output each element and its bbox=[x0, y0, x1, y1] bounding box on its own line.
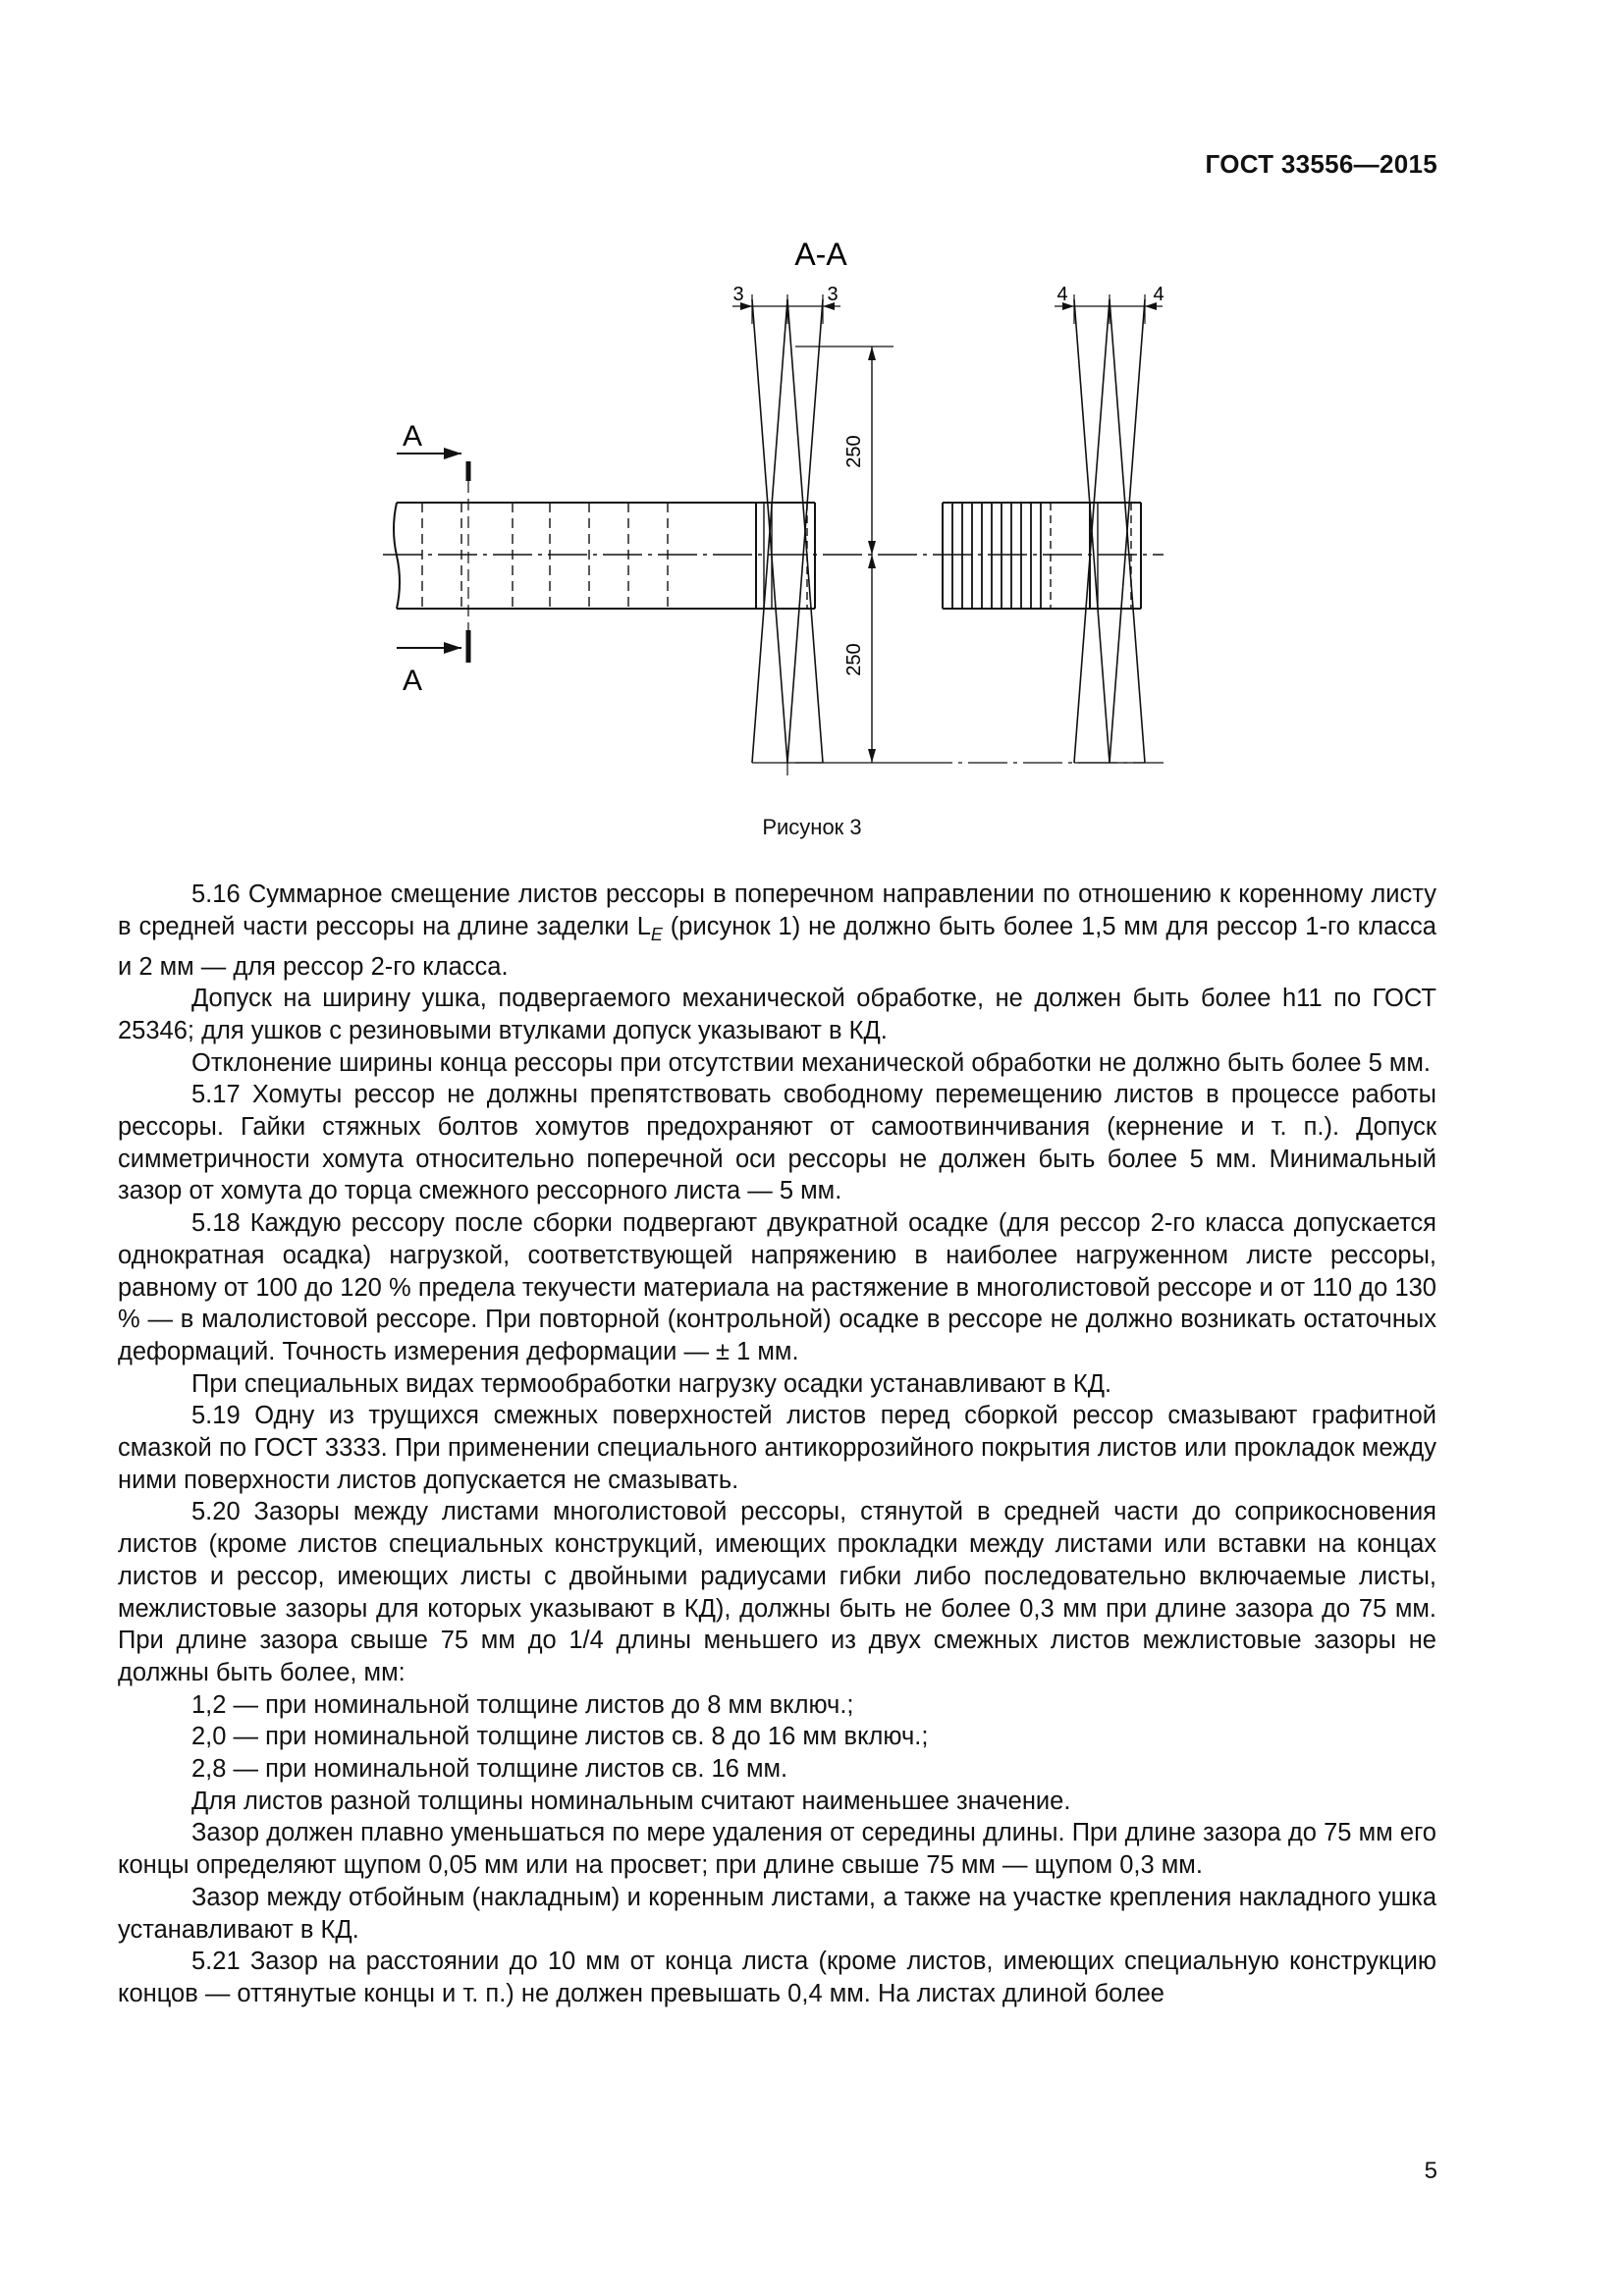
document-header: ГОСТ 33556—2015 bbox=[1205, 149, 1437, 179]
paragraph: Отклонение ширины конца рессоры при отсутствии механической обработки не должно быть более 5 мм. bbox=[191, 1048, 1431, 1077]
dim-left-b: 3 bbox=[827, 284, 839, 305]
dim-right-b: 4 bbox=[1153, 284, 1164, 305]
list-item: 1,2 — при номинальной толщине листов до 8 мм включ.; bbox=[191, 1690, 854, 1719]
subscript: E bbox=[650, 924, 663, 944]
paragraph: При специальных видах термообработки нагрузку осадки устанавливают в КД. bbox=[191, 1369, 1112, 1398]
dim-lower-length: 250 bbox=[843, 643, 865, 676]
paragraph: 5.17 Хомуты рессор не должны препятствовать свободному перемещению листов в процессе работы рессоры. Гайки стяжных болтов хомутов предохраняют от самоотвинчивания (кернение и т. п.). Допуск симметричности хомута относительно поперечной оси рессоры не должен быть более 5 мм. Минимальный зазор от хомута до торца смежного рессорного листа — 5 мм. bbox=[118, 1081, 1436, 1205]
paragraph: 5.21 Зазор на расстоянии до 10 мм от конца листа (кроме листов, имеющих специальную конструкцию концов — оттянутые концы и т. п.) не должен превышать 0,4 мм. На листах длиной более bbox=[118, 1948, 1436, 2007]
figure-3 bbox=[0, 216, 1624, 825]
figure-caption: Рисунок 3 bbox=[762, 815, 862, 839]
dim-left-a: 3 bbox=[732, 284, 744, 305]
section-mark-top: А bbox=[402, 420, 423, 453]
technical-drawing bbox=[0, 216, 1624, 825]
paragraph: Зазор должен плавно уменьшаться по мере удаления от середины длины. При длине зазора до 75 мм его концы определяют щупом 0,05 мм или на просвет; при длине свыше 75 мм — щупом 0,3 мм. bbox=[118, 1819, 1436, 1880]
beam-break-line bbox=[394, 503, 400, 609]
paragraph: Зазор между отбойным (накладным) и коренным листами, а также на участке крепления накладного ушка устанавливают в КД. bbox=[118, 1883, 1436, 1944]
paragraph: 5.18 Каждую рессору после сборки подвергают двукратной осадке (для рессор 2-го класса допускается однократная осадка) нагрузкой, соответствующей напряжению в наиболее нагруженном листе рессоры, равному от 100 до 120 % предела текучести материала на растяжение в многолистовой рессоре и от 110 до 130 % — в малолистовой рессоре. При повторной (контрольной) осадке в рессоре не должно возникать остаточных деформаций. Точность измерения деформации — ± 1 мм. bbox=[118, 1209, 1436, 1365]
dim-right-a: 4 bbox=[1056, 284, 1068, 305]
paragraph: 5.20 Зазоры между листами многолистовой рессоры, стянутой в средней части до соприкосновения листов (кроме листов специальных конструкций, имеющих прокладки между листами или вставки на концах листов и рессор, имеющих листы с двойными радиусами гибки либо последовательно включаемые листы, межлистовые зазоры для которых указывают в КД), должны быть не более 0,3 мм при длине зазора до 75 мм. При длине зазора свыше 75 мм до 1/4 длины меньшего из двух смежных листов межлистовые зазоры не должны быть более, мм: bbox=[118, 1498, 1436, 1686]
paragraph: 5.16 Суммарное смещение листов рессоры в поперечном направлении по отношению к коренному листу в средней части рессоры на длине заделки $L_E$ (рисунок 1) не должно быть более 1,5 мм для рессор 1-го класса и 2 мм — для рессор 2-го класса. bbox=[118, 881, 1436, 981]
dim-upper-length: 250 bbox=[843, 435, 865, 468]
paragraph: Для листов разной толщины номинальным считают наименьшее значение. bbox=[191, 1787, 1071, 1815]
list-item: 2,8 — при номинальной толщине листов св. 16 мм. bbox=[191, 1755, 788, 1784]
page-number: 5 bbox=[1424, 2158, 1437, 2184]
paragraph: Допуск на ширину ушка, подвергаемого механической обработке, не должен быть более h11 по ГОСТ 25346; для ушков с резиновыми втулками допуск указывают в КД. bbox=[118, 985, 1436, 1044]
section-title: А-А bbox=[794, 237, 847, 272]
list-item: 2,0 — при номинальной толщине листов св. 8 до 16 мм включ.; bbox=[191, 1723, 929, 1751]
paragraph: 5.19 Одну из трущихся смежных поверхностей листов перед сборкой рессор смазывают графитной смазкой по ГОСТ 3333. При применении специального антикоррозийного покрытия листов или прокладок между ними поверхности листов допускается не смазывать. bbox=[118, 1402, 1436, 1494]
body-text bbox=[118, 879, 1436, 2010]
section-mark-bottom: А bbox=[402, 665, 423, 697]
